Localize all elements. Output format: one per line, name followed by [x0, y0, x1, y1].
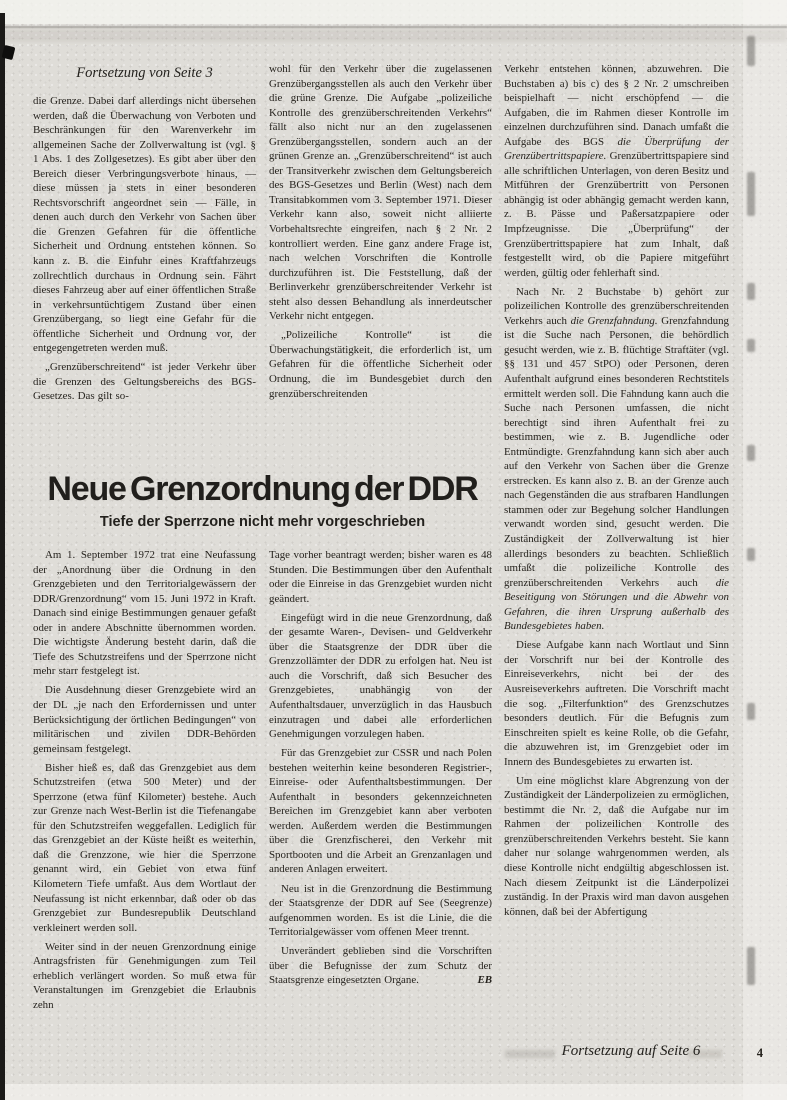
paragraph: Neu ist in die Grenzordnung die Bestimmung der Staatsgrenze der DDR auf See (Seegrenze) aufgenommen worden. Es ist die Linie, die die Territorialgewässer vom offenen Meer trennt. [269, 882, 492, 939]
paragraph-text: Verkehr entstehen können, abzuwehren. Die Buchstaben a) bis c) des § 2 Nr. 2 umschreiben beispielhaft — nicht erschöpfend — die Aufgaben, die im Rahmen dieser Kontrolle im einzelnen durchzuführen sind. Danach umfaßt die Aufgabe des BGS [504, 63, 729, 148]
paragraph: Tage vorher beantragt werden; bisher waren es 48 Stunden. Die Bestimmungen über den Aufenthalt oder die Einreise in das Grenzgebiet wurden nicht geändert. [269, 549, 492, 605]
paragraph: „Polizeiliche Kontrolle“ ist die Überwachungstätigkeit, die erforderlich ist, um Gefahren für die öffentliche Sicherheit oder Ordnung, die im Bundesgebiet durch den grenzüberschreitenden [269, 329, 492, 400]
article1-column-3 [504, 62, 729, 1038]
paragraph: „Grenzüberschreitend“ ist jeder Verkehr über die Grenzen des Geltungsbereichs des BGS-Gesetzes. Das gilt so- [33, 361, 256, 403]
paragraph: Für das Grenzgebiet zur CSSR und nach Polen bestehen weiterhin keine besonderen Registrier-, Einreise- oder Aufenthaltsbestimmungen. Der Aufenthalt in besonders gekennzeichneten Bereichen im Grenzgebiet kann aber verboten werden. Außerdem werden die Bestimmungen über die Grenzfischerei, den Verkehr mit Sportbooten und die Arbeit an Grenzanlagen und anderen Anlagen erweitert. [269, 747, 492, 876]
paragraph: Eingefügt wird in die neue Grenzordnung, daß der gesamte Waren-, Devisen- und Geldverkehr über die Staatsgrenze der DDR über die Grenzzollämter der DDR zu erfolgen hat. Neu ist auch die Vorschrift, daß sich Besucher des Grenzgebietes, unabhängig von der Aufenthaltsdauer, unverzüglich in das Hausbuch einzutragen und dabei alle erforderlichen Genehmigungen vorzulegen haben. [269, 611, 492, 741]
scan-right-smudge [747, 283, 755, 300]
paragraph [269, 944, 492, 988]
article1-column-1 [33, 62, 256, 462]
article2-header [33, 462, 492, 548]
scan-right-smudge [747, 703, 755, 720]
article2-body-section [33, 548, 492, 1084]
paragraph: Um eine möglichst klare Abgrenzung von der Zuständigkeit der Länderpolizeien zu ermöglichen, bestimmt die Nr. 2, daß die Aufgabe nur im Rahmen der polizeilichen Kontrolle des grenzüberschreitenden Verkehrs besteht. Sie kann daher nur solange wahrgenommen werden, als diese Kontrolle nicht endgültig abgeschlossen ist. Nach diesem Zeitpunkt ist die Länderpolizei zuständig. In der Praxis wird man davon ausgehen können, daß bei der Abfertigung [504, 774, 729, 918]
scan-edge-top [0, 0, 787, 24]
article1-top-section [33, 62, 492, 462]
scan-right-smudge [747, 36, 755, 66]
scan-ink-blob [2, 45, 16, 60]
paragraph: wohl für den Verkehr über die zugelassenen Grenzübergangsstellen als auch den Verkehr über die grüne Grenze. Die Aufgabe „polizeiliche Kontrolle des grenzüberschreitenden Verkehrs“ fällt also nicht nur an den zugelassenen Grenzübergangsstellen, sondern auch an der grünen Grenze an. „Grenzüberschreitend“ ist auch der Transitverkehr zwischen dem Geltungsbereich des BGS-Gesetzes und Berlin (West) nach dem Transitabkommen vom 3. September 1971. Dieser Verkehr kann also, soweit nicht alliierte Vorbehaltsrechte eingreifen, nach § 2 Nr. 2 kontrolliert werden. Eine ganz andere Frage ist, nach welchen Vorschriften die Kontrolle durchzuführen ist. Die Feststellung, daß der Berlinverkehr grenzüberschreitender Verkehr ist steht also dessen Behandlung als innerdeutscher Verkehr nicht entgegen. [269, 63, 492, 323]
scan-left-edge-bar [0, 13, 5, 1100]
article2-column-1 [33, 548, 256, 1084]
page-footer [503, 1043, 763, 1065]
article2-subtitle: Tiefe der Sperrzone nicht mehr vorgeschrieben [99, 514, 426, 530]
paragraph [504, 62, 729, 280]
article2-headline: Neue Grenzordnung der DDR [47, 470, 478, 508]
scan-right-smudge [747, 947, 755, 985]
paragraph [504, 285, 729, 634]
article1-column-2 [269, 62, 492, 462]
paragraph: die Grenze. Dabei darf allerdings nicht übersehen werden, daß die Überwachung von Verboten und Beschränkungen für den Warenverkehr im allgemeinen Sache der Zollverwaltung ist (vgl. § 1 Abs. 1 des Zollgesetzes). Es gibt aber über den Bereich dieser Verbringungsverbote hinaus, — diese müssen ja stets in einer besonderen Rechtsvorschrift angeordnet sein — Fälle, in denen auch durch den Verkehr von Sachen über die Grenzen Gefahren für die öffentliche Sicherheit und Ordnung entstehen können. So kann z. B. die Einfuhr eines Kraftfahrzeugs zollrechtlich durchaus in Ordnung sein. Fährt dieses Fahrzeug aber auf einer öffentlichen Straße in verkehrsuntüchtigem Zustand über einen Grenzübergang, so liegt eine Gefahr für die öffentliche Sicherheit und Ordnung vor, der entgegengetreten werden muß. [33, 95, 256, 355]
paragraph: Bisher hieß es, daß das Grenzgebiet aus dem Schutzstreifen (etwa 500 Meter) und der Sperrzone (etwa fünf Kilometer) bestehe. Auch zur Grenze nach West-Berlin ist die Tiefenangabe für den Schutzstreifen weggefallen. Lediglich für das Grenzgebiet an der Küste heißt es weiterhin, daß die Grenzzone, wie hier die Sperrzone genannt wird, ein Gebiet von etwa fünf Kilometern Tiefe umfaßt. Aus dem Wortlaut der Neufassung ist nicht erkennbar, daß oder ob das Grenzgebiet zur Bundesrepublik Deutschland verkleinert werden soll. [33, 761, 256, 934]
paragraph: Am 1. September 1972 trat eine Neufassung der „Anordnung über die Ordnung in den Grenzgebieten und den Territorialgewässern der DDR/Grenzordnung“ vom 15. Juni 1972 in Kraft. Danach sind einige Bestimmungen genauer gefaßt oder in andere Abschnitte übernommen worden. Die wichtigste Änderung besteht darin, daß die Tiefe des Schutzstreifens und der Sperrzone nicht mehr starr festgelegt ist. [33, 549, 256, 678]
article2-column-2 [269, 548, 492, 1084]
scan-shadow-band [0, 29, 787, 42]
emphasis-text: die Überprüfung der Grenzübertrittspapiere. [504, 135, 729, 163]
scan-right-smudge [747, 339, 755, 352]
scan-fold-line [0, 26, 787, 28]
paragraph-text: Grenzfahndung ist die Suche nach Personen, die behördlich gesucht werden, wie z. B. flüchtige Straftäter (vgl. §§ 131 und 457 StPO) oder Personen, deren Aufenthalt aufgrund eines besonderen Rechtstitels ermittelt werden soll. Die Fahndung kann auch die Suche nach Personen umfassen, die nicht berechtigt sind ihren Aufenthalt frei zu bestimmen, wie z. B. Jugendliche oder Entmündigte. Grenzfahndung kann sich aber auch auf den Verkehr von Sachen über die Grenze erstrecken. Es kann also z. B. an der Grenze auch nach Gegenständen die aus strafbaren Handlungen stammen oder zur Begehung solcher Handlungen verwandt worden sind, gesucht werden. Die Zuständigkeit der Zollverwaltung ist hier allerdings besonders zu beachten. Schließlich umfaßt die polizeiliche Kontrolle des grenzüberschreitenden Verkehrs auch [504, 314, 729, 589]
paragraph: Diese Aufgabe kann nach Wortlaut und Sinn der Vorschrift nur bei der Kontrolle des Einreiseverkehrs, nicht bei der des Ausreiseverkehrs auftreten. Die Vorschrift macht die sog. „Filterfunktion“ des Grenzschutzes besonders deutlich. Für die Befugnis zum Einschreiten spielt es keine Rolle, ob die Gefahr, die abzuwehren ist, im Grenzgebiet oder im Innern des Bundesgebietes zu erwarten ist. [504, 639, 729, 768]
continuation-from-note: Fortsetzung von Seite 3 [76, 65, 213, 81]
left-columns-region [33, 62, 492, 1088]
emphasis-text: die Grenzfahndung. [570, 314, 658, 327]
paragraph: Die Ausdehnung dieser Grenzgebiete wird an der DL „je nach den Erfordernissen und unter Berücksichtigung der örtlichen Bedingungen“ von militärischen und zivilen DDR-Behörden gemeinsam festgelegt. [33, 684, 256, 755]
paragraph-text: Nach Nr. 2 Buchstabe b) gehört zur polizeilichen Kontrolle des grenzüberschreitenden Verkehrs auch [504, 285, 729, 327]
author-signature: EB [477, 974, 492, 987]
emphasis-text: die Beseitigung von Störungen und die Abwehr von Gefahren, die ihren Ursprung außerhalb des Bundesgebietes haben. [504, 576, 729, 633]
scan-right-smudge [747, 548, 755, 561]
scan-right-smudge [747, 445, 755, 461]
paragraph: Weiter sind in der neuen Grenzordnung einige Antragsfristen für Genehmigungen zum Teil erheblich verlängert worden. So muß etwa für Veranstaltungen im Grenzgebiet die Erlaubnis zehn [33, 940, 256, 1011]
scan-right-smudge [747, 172, 755, 216]
paragraph-text: Grenzübertrittspapiere sind alle schriftlichen Unterlagen, von deren Besitz und Mitführen der Grenzübertritt von Personen abhängig ist oder abhängig gemacht werden kann, z. B. Pässe und Paßersatzpapiere oder Impfzeugnisse. Die „Überprüfung“ der Grenzübertrittspapiere hat zum Inhalt, daß festgestellt wird, ob die Papiere mitgeführt werden, gültig oder fehlerhaft sind. [504, 150, 729, 279]
continuation-to-note: Fortsetzung auf Seite 6 [561, 1043, 701, 1059]
page-number: 4 [756, 1046, 763, 1060]
paragraph-text: Unverändert geblieben sind die Vorschriften über die Befugnisse der zum Schutz der Staatsgrenze eingesetzten Organe. [269, 945, 492, 987]
